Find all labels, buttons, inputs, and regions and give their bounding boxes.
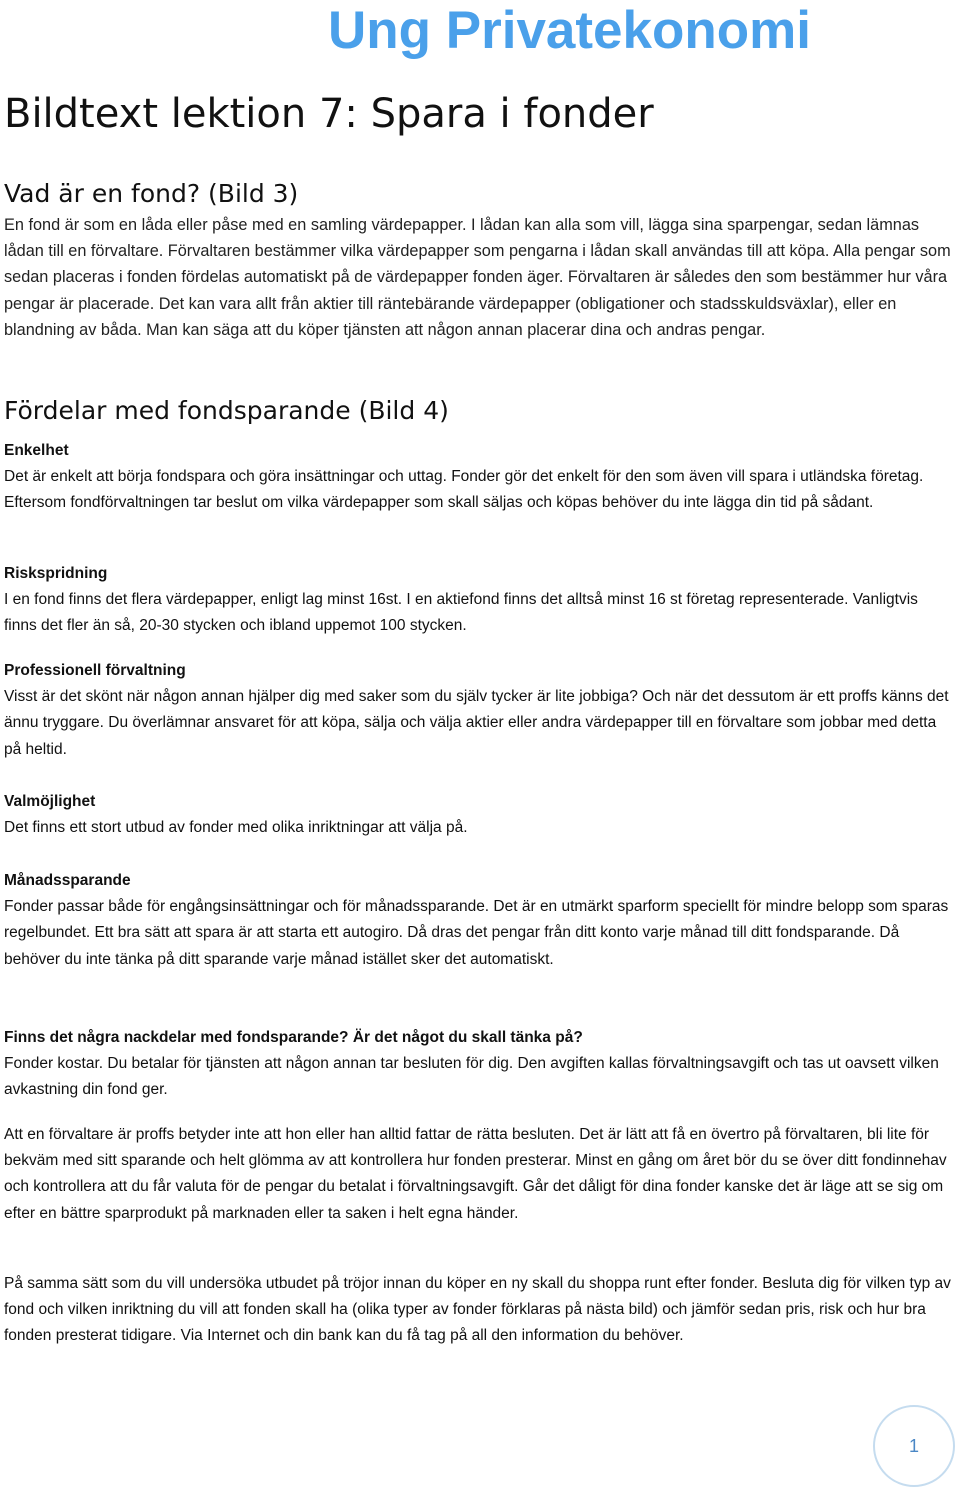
section-heading-what-is-fund: Vad är en fond? (Bild 3) <box>4 179 299 208</box>
section-heading-advantages: Fördelar med fondsparande (Bild 4) <box>4 396 449 425</box>
advantage-item-professionell-forvaltning <box>4 658 954 763</box>
advantage-title: Riskspridning <box>4 565 108 582</box>
advantage-title: Professionell förvaltning <box>4 662 186 679</box>
page-title: Bildtext lektion 7: Spara i fonder <box>4 91 654 137</box>
advantage-text: I en fond finns det flera värdepapper, enligt lag minst 16st. I en aktiefond finns det alltså minst 16 st företag representerade. Vanligtvis finns det fler än så, 20-30 stycken och ibland uppemot 100 stycken. <box>4 591 918 635</box>
brand-logo-text: Ung Privatekonomi <box>328 1 811 60</box>
advantage-item-riskspridning <box>4 561 954 640</box>
disadvantages-paragraph: Att en förvaltare är proffs betyder inte att hon eller han alltid fattar de rätta besluten. Det är lätt att få en övertro på förvaltaren, bli lite för bekväm med sitt sparande och helt glömma av att kontrollera hur fonden presterar. Minst en gång om året bör du se över ditt fondinnehav och kontrollera att du får valuta för de pengar du betalat i förvaltningsavgift. Går det dåligt för dina fonder kanske det är läge att se sig om efter en bättre sparprodukt på marknaden eller ta saken i helt egna händer. <box>4 1126 947 1222</box>
disadvantages-section <box>4 1025 954 1104</box>
advantage-text: Det är enkelt att börja fondspara och göra insättningar och uttag. Fonder gör det enkelt för den som även vill spara i utländska företag. Eftersom fondförvaltningen tar beslut om vilka värdepapper som skall säljas och köpas behöver du inte lägga din tid på sådant. <box>4 468 924 512</box>
advantage-text: Fonder passar både för engångsinsättningar och för månadssparande. Det är en utmärkt sparform speciellt för mindre belopp som sparas regelbundet. Ett bra sätt att spara är att starta ett autogiro. Då dras det pengar från ditt konto varje månad till ditt fondsparande. Då behöver du inte tänka på ditt sparande varje månad istället sker det automatiskt. <box>4 898 949 968</box>
page-number-badge <box>873 1405 955 1487</box>
advantage-title: Valmöjlighet <box>4 793 96 810</box>
disadvantages-paragraph-block <box>4 1271 954 1350</box>
disadvantages-paragraph: Fonder kostar. Du betalar för tjänsten att någon annan tar besluten för dig. Den avgiften kallas förvaltningsavgift och tas ut oavsett vilken avkastning din fond ger. <box>4 1055 939 1099</box>
disadvantages-heading: Finns det några nackdelar med fondsparande? Är det något du skall tänka på? <box>4 1029 583 1046</box>
advantage-title: Enkelhet <box>4 442 69 459</box>
page-number: 1 <box>908 1435 919 1456</box>
advantage-item-valmojlighet <box>4 789 954 841</box>
advantage-title: Månadssparande <box>4 872 131 889</box>
section-paragraph-what-is-fund: En fond är som en låda eller påse med en samling värdepapper. I lådan kan alla som vill, lägga sina sparpengar, sedan lämnas lådan till en förvaltare. Förvaltaren bestämmer vilka värdepapper som pengarna i lådan skall användas till att köpa. Alla pengar som sedan placeras i fonden fördelas automatiskt på de värdepapper fonden äger. Förvaltaren är således den som bestämmer hur våra pengar är placerade. Det kan vara allt från aktier till räntebärande värdepapper (obligationer och stadsskuldsväxlar), eller en blandning av båda. Man kan säga att du köper tjänsten att någon annan placerar dina och andras pengar. <box>4 216 951 339</box>
advantage-text: Visst är det skönt när någon annan hjälper dig med saker som du själv tycker är lite jobbiga? Och när det dessutom är ett proffs känns det ännu tryggare. Du överlämnar ansvaret för att köpa, sälja och välja aktier eller andra värdepapper till en förvaltare som jobbar med detta på heltid. <box>4 688 949 758</box>
disadvantages-paragraph: På samma sätt som du vill undersöka utbudet på tröjor innan du köper en ny skall du shoppa runt efter fonder. Besluta dig för vilken typ av fond och vilken inriktning du vill att fonden skall ha (olika typer av fonder förklaras på nästa bild) och jämför sedan pris, risk och hur bra fonden presterat tidigare. Via Internet och din bank kan du få tag på all den information du behöver. <box>4 1275 951 1345</box>
disadvantages-paragraph-block <box>4 1122 954 1227</box>
advantage-item-enkelhet <box>4 438 954 517</box>
advantage-item-manadssparande <box>4 868 954 973</box>
advantage-text: Det finns ett stort utbud av fonder med olika inriktningar att välja på. <box>4 819 468 837</box>
